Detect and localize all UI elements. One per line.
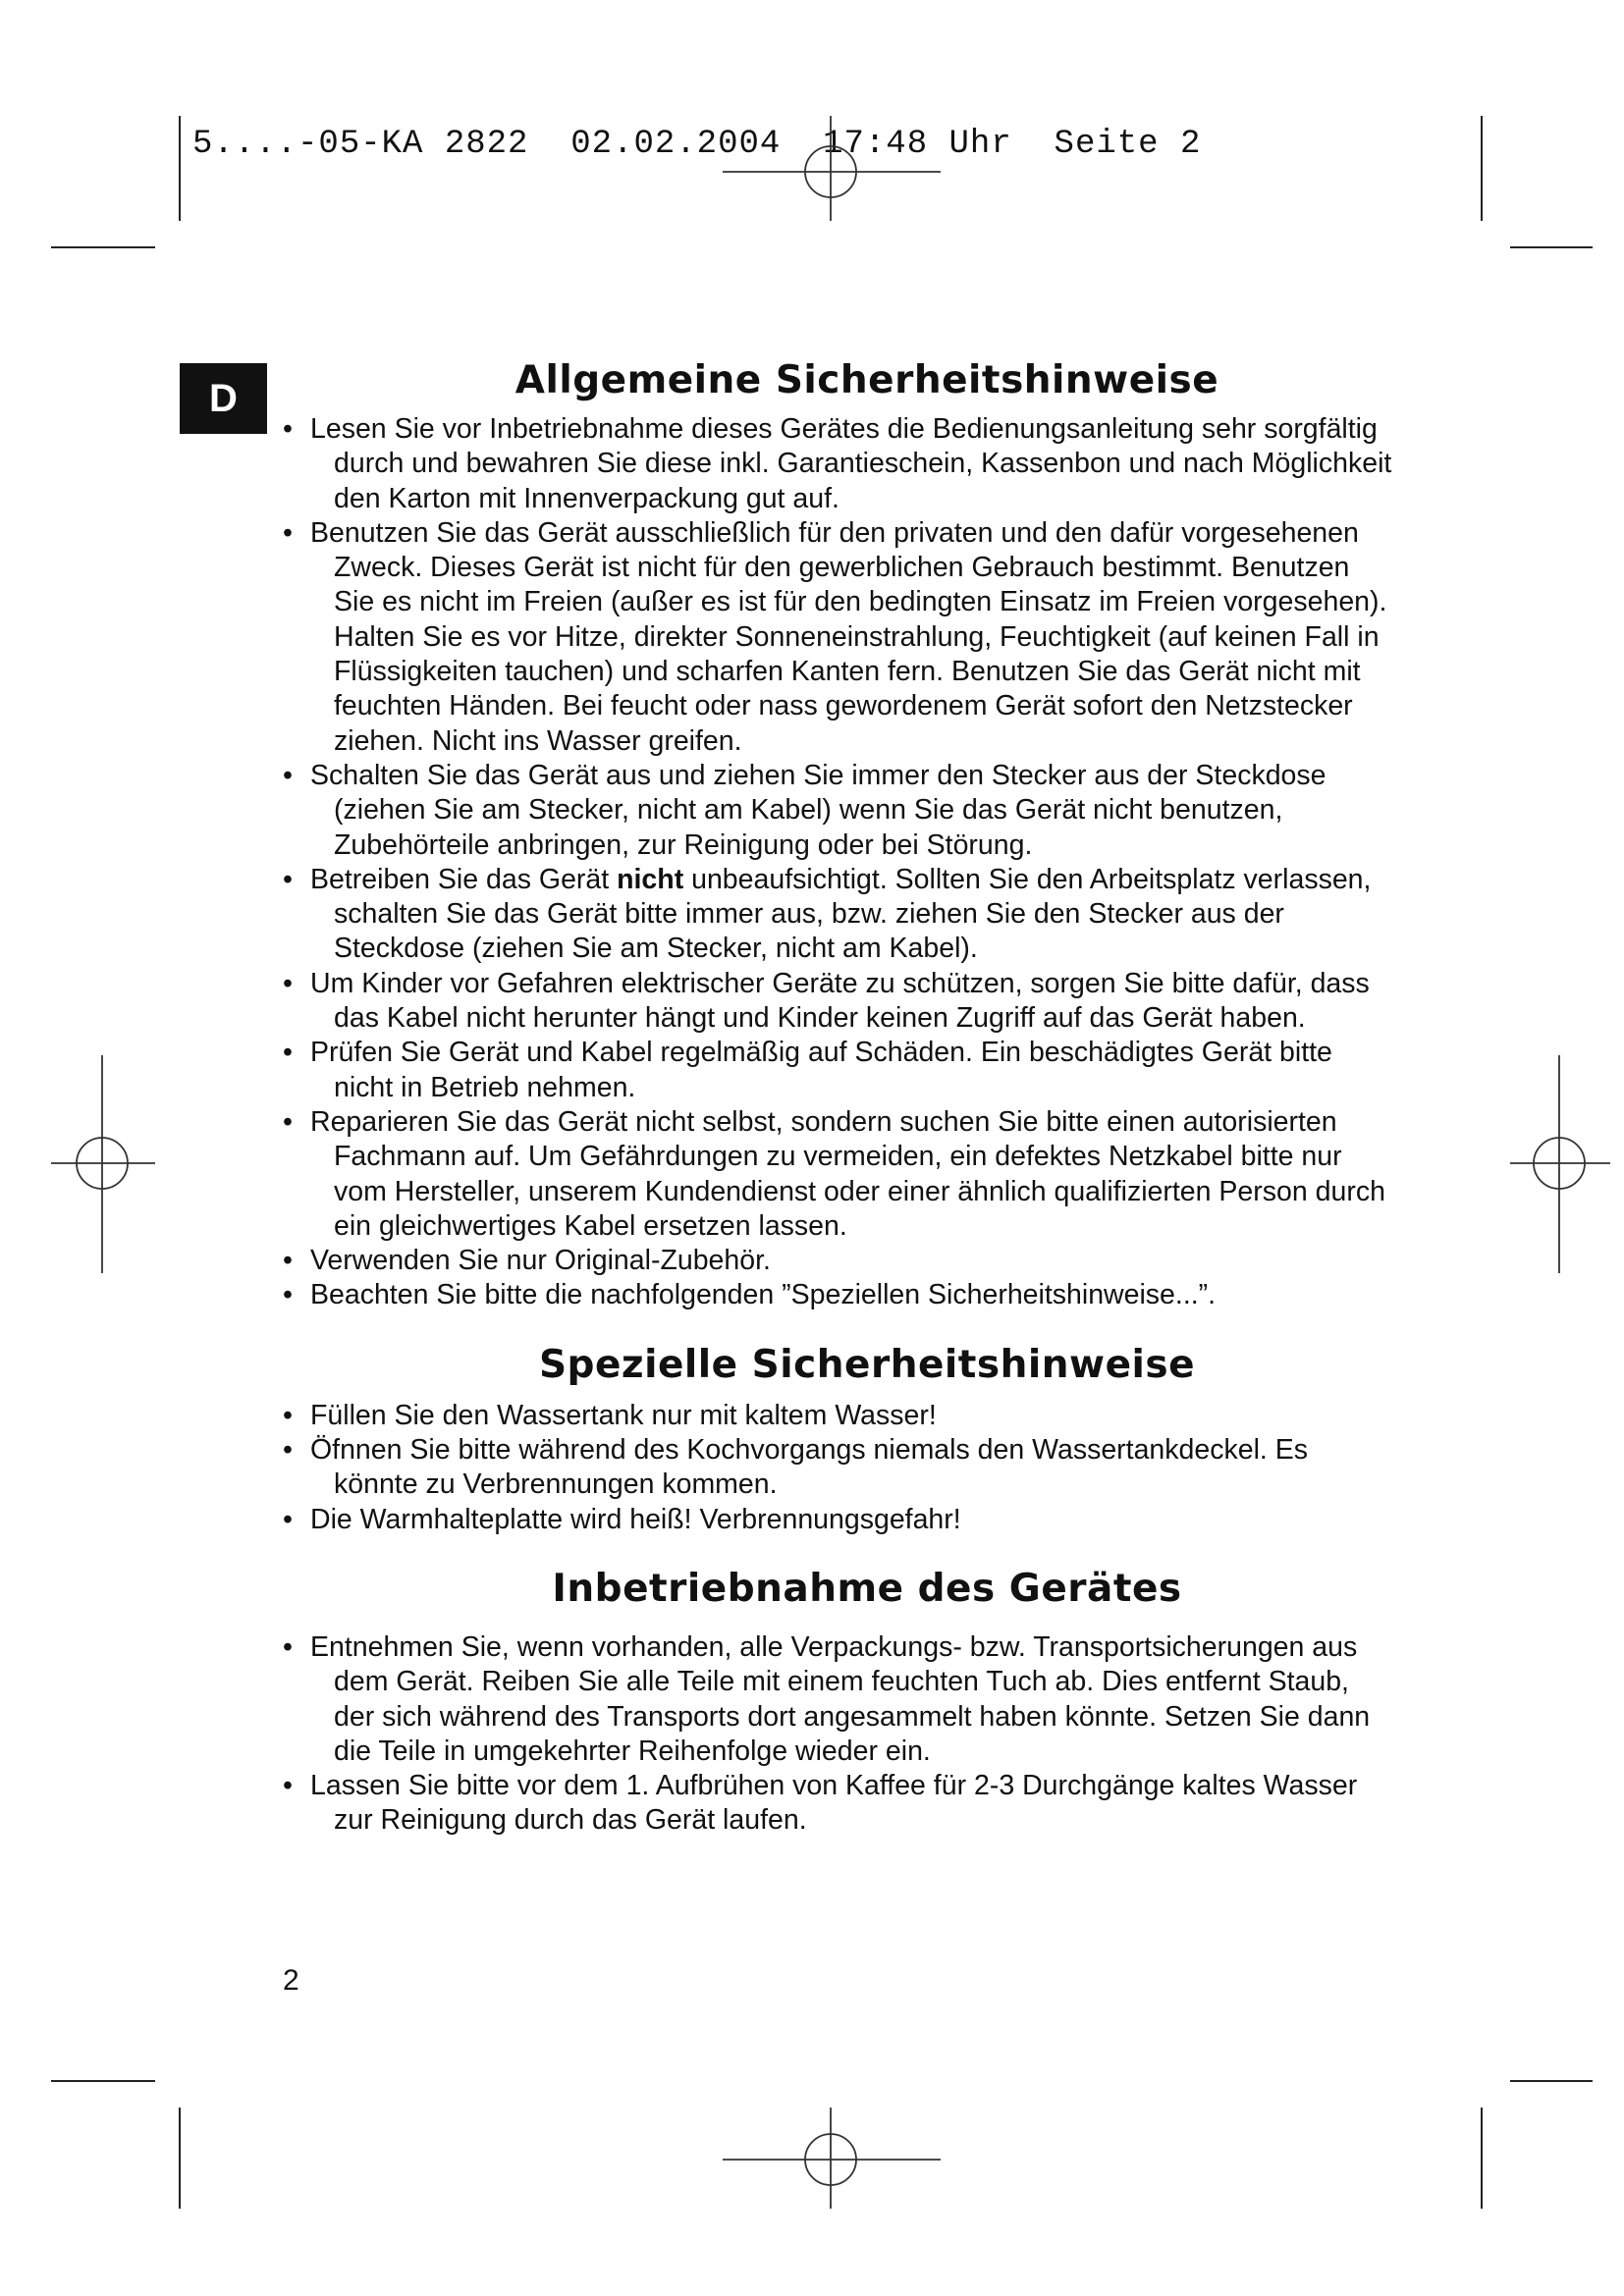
first-use-list (283, 1630, 1392, 1839)
registration-mark-bottom (723, 2108, 941, 2209)
section-heading-special-safety: Spezielle Sicherheitshinweise (538, 1342, 1196, 1387)
list-item: • Reparieren Sie das Gerät nicht selbst, sondern suchen Sie bitte einen autorisierten Fachmann auf. Um Gefährdungen zu vermeiden, ein defektes Netzkabel bitte nur vom Hersteller, unserem Kundendienst oder einer ähnlich qualifizierten Person durch ein gleichwertiges Kabel ersetzen lassen. (283, 1105, 1392, 1244)
list-item: • Prüfen Sie Gerät und Kabel regelmäßig auf Schäden. Ein beschädigtes Gerät bitte nicht in Betrieb nehmen. (283, 1036, 1392, 1105)
list-item: • Öfnnen Sie bitte während des Kochvorgangs niemals den Wassertankdeckel. Es könnte zu Verbrennungen kommen. (283, 1433, 1392, 1503)
list-item: • Lassen Sie bitte vor dem 1. Aufbrühen von Kaffee für 2-3 Durchgänge kaltes Wasser zur Reinigung durch das Gerät laufen. (283, 1769, 1392, 1839)
list-item: • Entnehmen Sie, wenn vorhanden, alle Verpackungs- bzw. Transportsicherungen aus dem Gerät. Reiben Sie alle Teile mit einem feuchten Tuch ab. Dies entfernt Staub, der sich während des Transports dort angesammelt haben könnte. Setzen Sie dann die Teile in umgekehrter Reihenfolge wieder ein. (283, 1630, 1392, 1769)
page-content (283, 358, 1392, 1839)
print-header: 5....-05-KA 2822 02.02.2004 17:48 Uhr Seite 2 (192, 126, 1202, 163)
section-heading-first-use: Inbetriebnahme des Gerätes (552, 1566, 1182, 1611)
registration-mark-left (51, 1055, 155, 1273)
registration-mark-right (1510, 1055, 1610, 1273)
list-item: • Schalten Sie das Gerät aus und ziehen Sie immer den Stecker aus der Steckdose (ziehen Sie am Stecker, nicht am Kabel) wenn Sie das Gerät nicht benutzen, Zubehörteile anbringen, zur Reinigung oder bei Störung. (283, 759, 1392, 863)
emphasis-text: nicht (617, 863, 684, 895)
list-item: • Lesen Sie vor Inbetriebnahme dieses Gerätes die Bedienungsanleitung sehr sorgfältig durch und bewahren Sie diese inkl. Garantieschein, Kassenbon und nach Möglichkeit den Karton mit Innenverpackung gut auf. (283, 412, 1392, 516)
text-run: unbeaufsichtigt. Sollten Sie den Arbeitsplatz verlassen, schalten Sie das Gerät bitte immer aus, bzw. ziehen Sie den Stecker aus der Steckdose (ziehen Sie am Stecker, nicht am Kabel). (334, 863, 1372, 965)
section-heading-general-safety: Allgemeine Sicherheitshinweise (514, 358, 1219, 402)
list-item: • Benutzen Sie das Gerät ausschließlich für den privaten und den dafür vorgesehenen Zweck. Dieses Gerät ist nicht für den gewerblichen Gebrauch bestimmt. Benutzen Sie es nicht im Freien (außer es ist für den bedingten Einsatz im Freien vorgesehen). Halten Sie es vor Hitze, direkter Sonneneinstrahlung, Feuchtigkeit (auf keinen Fall in Flüssigkeiten tauchen) und scharfen Kanten fern. Benutzen Sie das Gerät nicht mit feuchten Händen. Bei feucht oder nass gewordenem Gerät sofort den Netzstecker ziehen. Nicht ins Wasser greifen. (283, 516, 1392, 759)
text-run: Betreiben Sie das Gerät (310, 863, 618, 895)
list-item: • Die Warmhalteplatte wird heiß! Verbrennungsgefahr! (283, 1503, 1392, 1537)
general-safety-list (283, 412, 1392, 1313)
registration-mark-top (723, 116, 941, 221)
page-number: 2 (283, 1964, 299, 1997)
list-item (283, 863, 1392, 967)
list-item: • Um Kinder vor Gefahren elektrischer Geräte zu schützen, sorgen Sie bitte dafür, dass das Kabel nicht herunter hängt und Kinder keinen Zugriff auf das Gerät haben. (283, 967, 1392, 1037)
list-item: • Beachten Sie bitte die nachfolgenden ”Speziellen Sicherheitshinweise...”. (283, 1278, 1392, 1312)
list-item: • Verwenden Sie nur Original-Zubehör. (283, 1244, 1392, 1278)
special-safety-list (283, 1399, 1392, 1537)
list-item: • Füllen Sie den Wassertank nur mit kaltem Wasser! (283, 1399, 1392, 1433)
language-tab: D (180, 363, 267, 434)
